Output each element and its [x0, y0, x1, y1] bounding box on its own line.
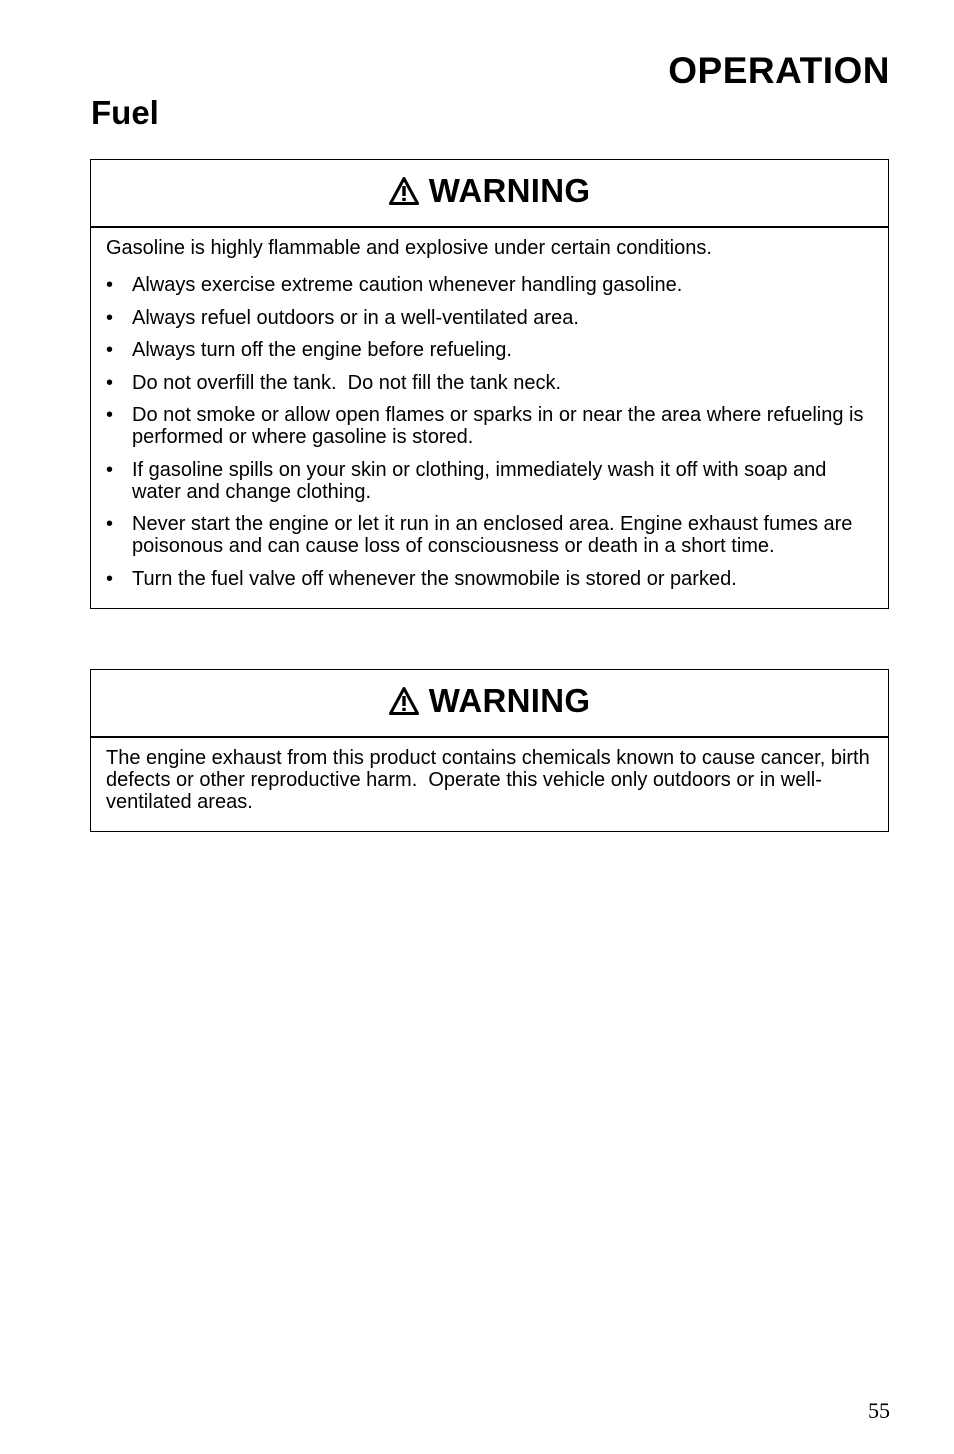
- chapter-title: OPERATION: [668, 50, 890, 91]
- exhaust-warning-box: [90, 669, 889, 832]
- list-item: [106, 339, 873, 361]
- list-item-text: Never start the engine or let it run in an enclosed area. Engine exhaust fumes are poisonous and can cause loss of consciousness or death in a short time.: [132, 513, 853, 557]
- warning-label: WARNING: [428, 682, 591, 719]
- warning-text: The engine exhaust from this product contains chemicals known to cause cancer, birth defects or other reproductive harm. Operate this vehicle only outdoors or in well-ventilated areas.: [106, 747, 876, 813]
- list-item: [106, 568, 873, 590]
- list-item: [106, 404, 873, 448]
- list-item-text: Always exercise extreme caution whenever handling gasoline.: [132, 274, 683, 296]
- warning-header: [91, 160, 888, 228]
- warning-intro: Gasoline is highly flammable and explosive under certain conditions.: [106, 237, 712, 259]
- warning-header: [91, 670, 888, 738]
- list-item-text: If gasoline spills on your skin or clothing, immediately wash it off with soap and water and change clothing.: [132, 458, 827, 503]
- warning-label: WARNING: [428, 172, 591, 209]
- section-title: Fuel: [91, 94, 159, 131]
- list-item: [106, 459, 873, 503]
- warning-body: [91, 228, 888, 608]
- bullet: •: [106, 567, 114, 590]
- list-item: [106, 274, 873, 296]
- bullet: •: [106, 404, 114, 426]
- warning-list: [106, 274, 873, 590]
- bullet: •: [106, 274, 114, 296]
- list-item-text: Do not overfill the tank. Do not fill the tank neck.: [132, 371, 562, 394]
- list-item: [106, 513, 873, 557]
- list-item: [106, 307, 873, 329]
- warning-triangle-icon: [389, 177, 419, 205]
- warning-triangle-icon: [389, 687, 419, 715]
- bullet: •: [106, 513, 114, 535]
- fuel-warning-box: [90, 159, 889, 609]
- bullet: •: [106, 306, 114, 329]
- list-item-text: Always turn off the engine before refueling.: [132, 339, 512, 361]
- list-item: [106, 372, 873, 394]
- bullet: •: [106, 371, 114, 394]
- list-item-text: Do not smoke or allow open flames or sparks in or near the area where refueling is performed or where gasoline is stored.: [132, 404, 864, 448]
- warning-body: [91, 738, 888, 831]
- list-item-text: Turn the fuel valve off whenever the snowmobile is stored or parked.: [132, 567, 737, 590]
- page-number: 55: [868, 1398, 890, 1423]
- list-item-text: Always refuel outdoors or in a well-ventilated area.: [132, 306, 579, 329]
- bullet: •: [106, 339, 114, 361]
- bullet: •: [106, 458, 114, 481]
